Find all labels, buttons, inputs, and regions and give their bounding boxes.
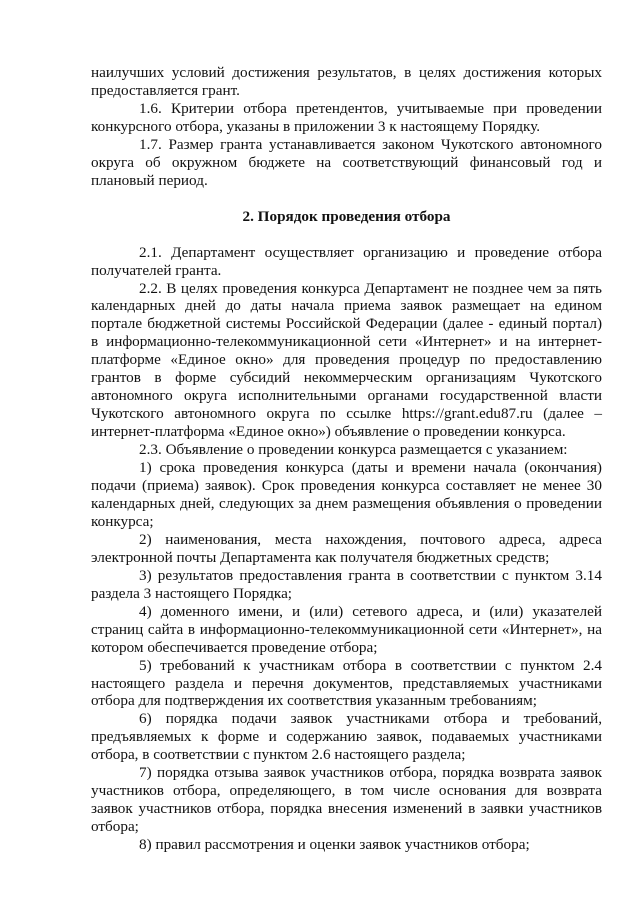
list-item-6: 6) порядка подачи заявок участниками отбора и требований, предъявляемых к форме и содержанию заявок, подаваемых участниками отбора, в соответствии с пунктом 2.6 настоящего раздела; [91, 710, 602, 764]
paragraph-continuation: наилучших условий достижения результатов, в целях достижения которых предоставляется грант. [91, 64, 602, 99]
list-item-3: 3) результатов предоставления гранта в соответствии с пунктом 3.14 раздела 3 настоящего Порядка; [91, 566, 602, 602]
list-item-4: 4) доменного имени, и (или) сетевого адреса, и (или) указателей страниц сайта в информационно-телекоммуникационной сети «Интернет», на котором обеспечивается проведение отбора; [91, 602, 602, 656]
list-item-1: 1) срока проведения конкурса (даты и времени начала (окончания) подачи (приема) заявок). Срок проведения конкурса составляет не менее 30 календарных дней, следующих за днем размещения объявления о проведении конкурса; [91, 459, 602, 530]
document-body [91, 64, 602, 854]
paragraph-2-2: 2.2. В целях проведения конкурса Департамент не позднее чем за пять календарных дней до даты начала приема заявок размещает на едином портале бюджетной системы Российской Федерации (далее - единый портал) в информационно-телекоммуникационной сети «Интернет» и на интернет-платформе «Единое окно» для проведения процедур по предоставлению грантов в форме субсидий некоммерческим организациям Чукотского автономного округа исполнительными органами государственной власти Чукотского автономного округа по ссылке https://grant.edu87.ru (далее – интернет-платформа «Единое окно») объявление о проведении конкурса. [91, 279, 602, 441]
paragraph-1-7: 1.7. Размер гранта устанавливается законом Чукотского автономного округа об окружном бюджете на соответствующий финансовый год и плановый период. [91, 135, 602, 189]
list-item-8: 8) правил рассмотрения и оценки заявок участников отбора; [139, 836, 530, 854]
list-item-2: 2) наименования, места нахождения, почтового адреса, адреса электронной почты Департамента как получателя бюджетных средств; [91, 530, 602, 566]
list-item-5: 5) требований к участникам отбора в соответствии с пунктом 2.4 настоящего раздела и перечня документов, представляемых участниками отбора для подтверждения их соответствия указанным требованиям; [91, 656, 602, 710]
paragraph-2-3: 2.3. Объявление о проведении конкурса размещается с указанием: [139, 441, 568, 459]
list-item-7: 7) порядка отзыва заявок участников отбора, порядка возврата заявок участников отбора, определяющего, в том числе основания для возврата заявок участников отбора, порядка внесения изменений в заявки участников отбора; [91, 764, 602, 836]
paragraph-2-1: 2.1. Департамент осуществляет организацию и проведение отбора получателей гранта. [91, 243, 602, 279]
section-heading: 2. Порядок проведения отбора [242, 207, 451, 225]
paragraph-1-6: 1.6. Критерии отбора претендентов, учитываемые при проведении конкурсного отбора, указаны в приложении 3 к настоящему Порядку. [91, 99, 602, 135]
